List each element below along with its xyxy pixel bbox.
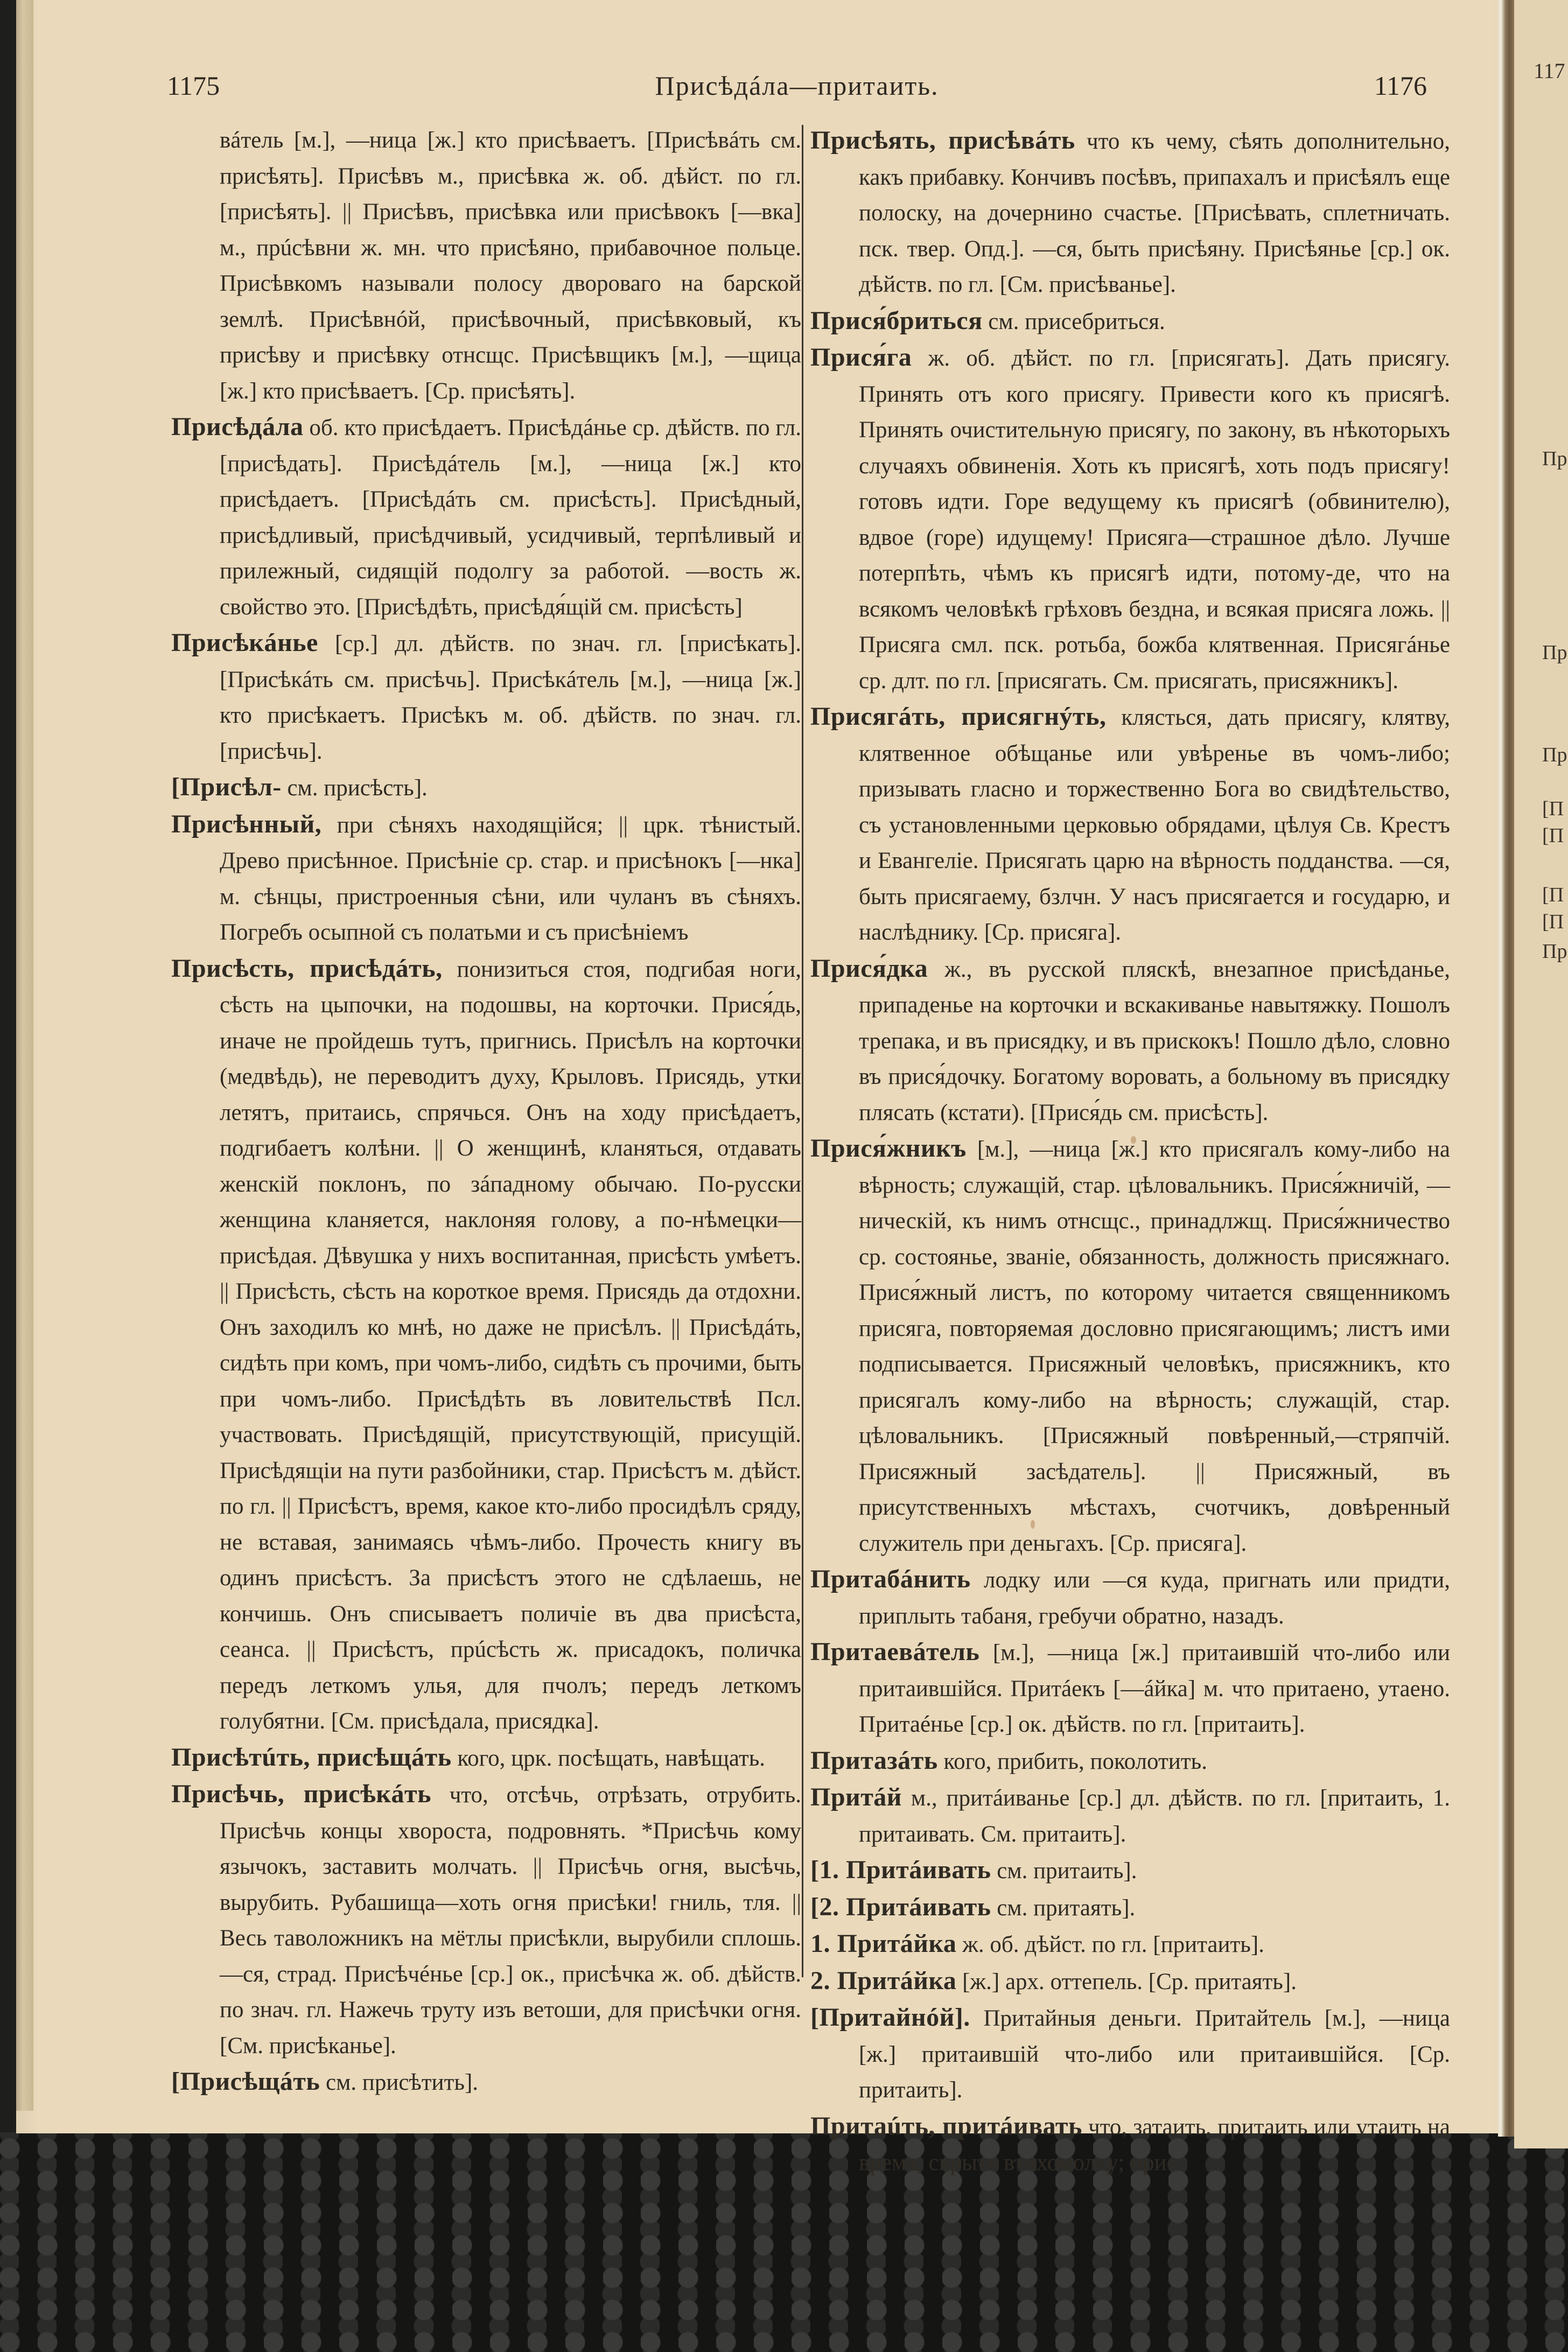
dictionary-entry [810,699,1450,951]
entry-headword: [Присѣл- [171,773,282,801]
fragment-headword: Пр [1542,641,1567,664]
left-page-number: 1175 [167,71,220,101]
entry-headword: 2. Притáйка [810,1966,957,1995]
dictionary-entry [171,951,801,1740]
entry-text: кого, црк. посѣщать, навѣщать. [457,1745,766,1771]
entry-text: [ср.] дл. дѣйств. по знач. гл. [присѣкать]. [Присѣкáть см. присѣчь]. Присѣкáтель [м.], —ница [ж.] кто присѣкаетъ. Присѣкъ м. об. дѣйств. по знач. гл. [присѣчь]. [220,631,801,764]
fragment-headword: [П [1542,824,1564,847]
paper-stain [1031,1520,1035,1529]
dictionary-entry [810,340,1450,699]
dictionary-entry [171,2064,801,2101]
dictionary-entry [810,1852,1450,1889]
left-column [171,123,801,2101]
entry-text: при сѣняхъ находящійся; || црк. тѣнистый. Древо присѣнное. Присѣніе ср. стар. и присѣнокъ [—нка] м. сѣнцы, пристроенныя сѣни, или чуланъ въ сѣняхъ. Погребъ осыпной съ полатьми и съ присѣніемъ [220,812,801,945]
entry-headword: Присѣнный, [171,809,322,838]
dictionary-entry [810,1889,1450,1927]
dictionary-entry [171,1776,801,2064]
entry-text: см. притаять]. [997,1895,1136,1921]
entry-headword: Присѣсть, присѣдáть, [171,954,443,983]
entry-text: см. присебриться. [988,309,1165,334]
entry-headword: Прися́бриться [810,306,983,335]
dictionary-entry [171,625,801,769]
fragment-headword: [П [1542,884,1564,906]
dictionary-entry [171,769,801,807]
entry-headword: Присѣдáла [171,412,304,441]
entry-headword: [2. Притáивать [810,1892,991,1921]
dictionary-entry-continuation [171,123,801,409]
entry-headword: Притаевáтель [810,1637,980,1666]
book-spine [1498,0,1514,2137]
dictionary-entry [171,1740,801,1777]
entry-headword: Присягáть, присягнýть, [810,702,1107,731]
entry-headword: Притазáть [810,1746,938,1775]
page-edges [16,0,33,2111]
paper-stain [1131,1136,1136,1144]
entry-text: см. присѣтить]. [326,2070,479,2095]
fragment-headword: Пр [1542,744,1567,766]
dictionary-entry [810,123,1450,303]
dictionary-entry [810,1634,1450,1743]
dictionary-entry [810,1131,1450,1562]
entry-text: [м.], —ница [ж.] притаившій что-либо или притаившійся. Притáекъ [—áйка] м. что притаено, утаено. Притаéнье [ср.] ок. дѣйств. по гл. [притаить]. [859,1640,1450,1737]
dictionary-entry [171,409,801,625]
fragment-headword: Пр [1542,447,1567,470]
dictionary-entry [810,1926,1450,1963]
dictionary-entry [171,807,801,951]
entry-text: ж. об. дѣйст. по гл. [притаить]. [962,1932,1264,1957]
entry-headword: Прися́га [810,343,912,372]
right-page-number: 1176 [1374,71,1427,101]
entry-text: кого, прибить, поколотить. [943,1748,1207,1774]
fragment-headword: Пр [1542,940,1567,963]
entry-headword: Прися́дка [810,954,928,983]
entry-headword: Притабáнить [810,1565,971,1593]
fragment-headword: [П [1542,911,1564,933]
dictionary-entry [810,1743,1450,1780]
entry-text: вáтель [м.], —ница [ж.] кто присѣваетъ. [Присѣвáть см. присѣять]. Присѣвъ м., присѣвка ж. об. дѣйст. по гл. [присѣять]. || Присѣвъ, присѣвка или присѣвокъ [—вка] м., прúсѣвни ж. мн. что присѣяно, прибавочное польце. Присѣвкомъ называли полосу двороваго на барской землѣ. Присѣвнóй, присѣвочный, присѣвковый, къ присѣву и присѣвку отнсщс. Присѣвщикъ [м.], —щица [ж.] кто присѣваетъ. [Ср. присѣять]. [220,128,801,404]
entry-text: понизиться стоя, подгибая ноги, сѣсть на цыпочки, на подошвы, на корточки. Прися́дь, иначе не пройдешь тутъ, пригнись. Присѣлъ на корточки (медвѣдь), не переводитъ духу, Крыловъ. Присядь, утки летятъ, притаись, спрячься. Онъ на ходу присѣдаетъ, подгибаетъ колѣни. || О женщинѣ, кланяться, отдавать женскій поклонъ, по зáпадному обычаю. По-русски женщина кланяется, наклоняя голову, а по-нѣмецки—присѣдая. Дѣвушка у нихъ воспитанная, присѣсть умѣетъ. || Присѣсть, сѣсть на короткое время. Присядь да отдохни. Онъ заходилъ ко мнѣ, но даже не присѣлъ. || Присѣдáть, сидѣть при комъ, при чомъ-либо, сидѣть съ прочими, быть при чомъ-либо. Присѣдѣть въ ловительствѣ Псл. участвовать. Присѣдящій, присутствующій, присущій. Присѣдящіи на пути разбойники, стар. Присѣстъ м. дѣйст. по гл. || Присѣстъ, время, какое кто-либо просидѣлъ сряду, не вставая, занимаясь чѣмъ-либо. Прочесть книгу въ одинъ присѣстъ. За присѣстъ этого не сдѣлаешь, не кончишь. Онъ списываетъ поличіе въ два присѣста, сеанса. || Присѣстъ, прúсѣсть ж. присадокъ, поличка передъ леткомъ улья, для пчолъ; передъ леткомъ голубятни. [См. присѣдала, присядка]. [220,956,802,1734]
entry-text: см. присѣсть]. [287,775,428,801]
fragment-headword: [П [1542,797,1564,820]
right-column [810,123,1450,2181]
dictionary-entry [810,951,1450,1131]
entry-text: что къ чему, сѣять дополнительно, какъ прибавку. Кончивъ посѣвъ, припахалъ и присѣялъ еще полоску, на дочернино счастье. [Присѣвать, сплетничать. пск. твер. Опд.]. —ся, быть присѣяну. Присѣянье [ср.] ок. дѣйств. по гл. [См. присѣванье]. [859,129,1450,297]
column-divider [802,125,803,1977]
entry-text: что, отсѣчь, отрѣзать, отрубить. Присѣчь концы хвороста, подровнять. *Присѣчь кому язычокъ, заставить молчать. || Присѣчь огня, высѣчь, вырубить. Рубашища—хоть огня присѣки! гниль, тля. || Весь таволожникъ на мётлы присѣкли, вырубили сплошь. —ся, страд. Присѣчéнье [ср.] ок., присѣчка ж. об. дѣйств. по знач. гл. Нажечь труту изъ ветоши, для присѣчки огня. [См. присѣканье]. [220,1782,802,2059]
entry-text: [ж.] арх. оттепель. [Ср. притаять]. [962,1969,1297,1994]
entry-headword: Притаúть, притáивать [810,2111,1082,2140]
entry-headword: Прися́жникъ [810,1134,967,1163]
entry-text: см. притаить]. [997,1858,1137,1884]
dictionary-entry [810,1562,1450,1634]
entry-headword: [Присѣщáть [171,2067,320,2096]
dictionary-entry [810,2109,1450,2181]
entry-headword: Притáй [810,1783,902,1811]
entry-headword: [Притайнóй]. [810,2003,970,2032]
entry-headword: [1. Притáивать [810,1856,991,1884]
entry-headword: 1. Притáйка [810,1929,957,1958]
dictionary-entry [810,303,1450,340]
entry-text: что, затаить, притаить или утаить на время, скрыть втихомолку; при- [859,2114,1451,2175]
next-page-fragment [1514,0,1568,2148]
entry-headword: Присѣчь, присѣкáть [171,1780,431,1808]
running-header [167,70,1427,108]
entry-text: [м.], —ница [ж.] кто присягалъ кому-либо на вѣрность; служащій, стар. цѣловальникъ. Прися́жничій, —ническій, къ нимъ отнсщс., принадлжщ. Прися́жничество ср. состоянье, званіе, обязанность, должность присяжнаго. Прися́жный листъ, по которому читается священникомъ присяга, повторяемая дословно присягающимъ; листъ ими подписывается. Присяжный человѣкъ, присяжникъ, кто присягалъ кому-либо на вѣрность; служащій, стар. цѣловальникъ. [Присяжный повѣренный,—стряпчій. Присяжный засѣдатель]. || Присяжный, въ присутственныхъ мѣстахъ, счотчикъ, довѣренный служитель при деньгахъ. [Ср. присяга]. [859,1137,1451,1556]
dictionary-entry [810,1780,1450,1852]
running-title: Присѣдáла—притаить. [655,71,939,101]
entry-text: ж. об. дѣйст. по гл. [присягать]. Дать присягу. Принять отъ кого присягу. Привести кого къ присягѣ. Принять очистительную присягу, по закону, въ нѣкоторыхъ случаяхъ обвиненія. Хоть къ присягѣ, хоть подъ присягу! готовъ идти. Горе ведущему къ присягѣ (обвинителю), вдвое (горе) идущему! Присяга—страшное дѣло. Лучше потерпѣть, чѣмъ къ присягѣ идти, потому-де, что на всякомъ человѣкѣ грѣховъ бездна, и всякая присяга ложь. || Присяга смл. пск. ротьба, божба клятвенная. Присягáнье ср. длт. по гл. [присягать. См. присягать, присяжникъ]. [859,346,1450,694]
dictionary-entry [810,1963,1450,2000]
entry-text: м., притáиванье [ср.] дл. дѣйств. по гл. [притаить, 1. притаивать. См. притаить]. [859,1786,1451,1847]
entry-text: клясться, дать присягу, клятву, клятвенное обѣщанье или увѣренье въ чомъ-либо; призывать гласно и торжественно Бога во свидѣтельство, съ установленными церковью обрядами, цѣлуя Св. Крестъ и Евангеліе. Присягать царю на вѣрность подданства. —ся, быть присягаему, бзлчн. У насъ присягается и государю, и наслѣднику. [Ср. присяга]. [859,705,1450,945]
entry-headword: Присѣтúть, присѣщáть [171,1742,452,1772]
next-page-number: 117 [1534,59,1565,83]
entry-headword: Присѣкáнье [171,628,318,657]
entry-text: ж., въ русской пляскѣ, внезапное присѣданье, припаденье на корточки и вскакиванье навытяжку. Пошолъ трепака, и въ присядку, и въ прискокъ! Пошло дѣло, словно въ прися́дочку. Богатому воровать, а больному въ присядку плясать (кстати). [Прися́дь см. присѣсть]. [859,956,1451,1125]
dictionary-entry [810,2000,1450,2109]
entry-text: об. кто присѣдаетъ. Присѣдáнье ср. дѣйств. по гл. [присѣдать]. Присѣдáтель [м.], —ница [ж.] кто присѣдаетъ. [Присѣдáть см. присѣсть]. Присѣдный, присѣдливый, присѣдчивый, усидчивый, терпѣливый и прилежный, сидящій подолгу за работой. —вость ж. свойство это. [Присѣдѣть, присѣдя́щій см. присѣсть] [220,415,802,620]
entry-headword: Присѣять, присѣвáть [810,126,1075,155]
entry-text: Притайныя деньги. Притайтель [м.], —ница [ж.] притаившій что-либо или притаившійся. [Ср. притаить]. [859,2006,1450,2103]
entry-text: лодку или —ся куда, пригнать или придти, приплыть табаня, гребучи обратно, назадъ. [859,1567,1451,1629]
